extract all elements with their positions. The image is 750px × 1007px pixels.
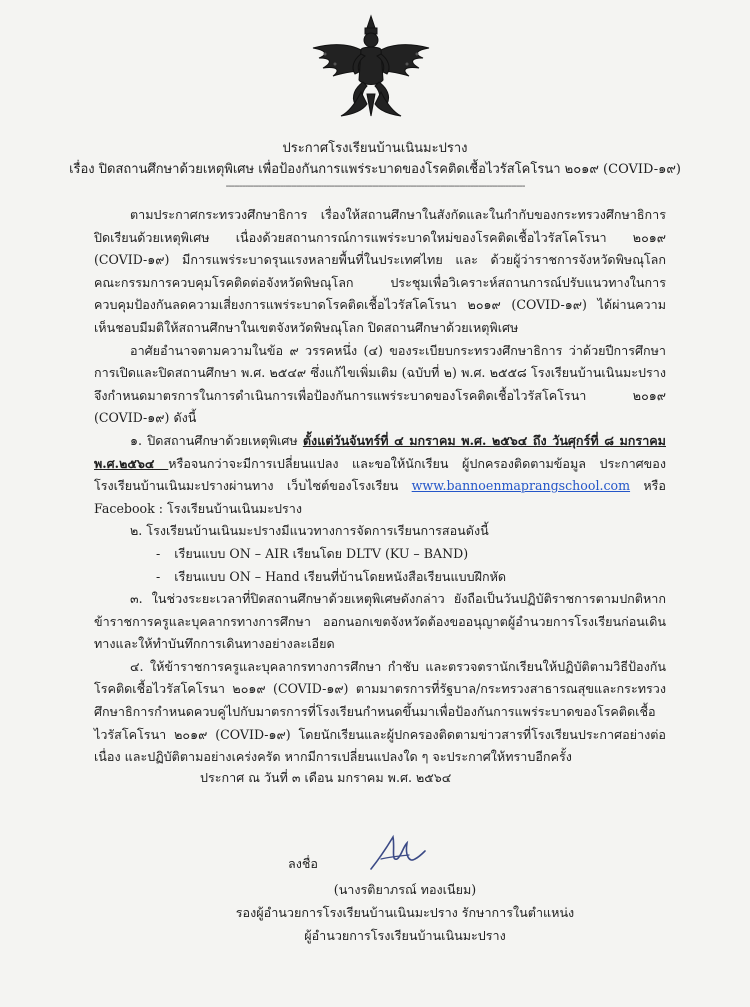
paragraph-1: ตามประกาศกระทรวงศึกษาธิการ เรื่องให้สถานศึกษาในสังกัดและในกำกับของกระทรวงศึกษาธิการปิดเรียนด้วยเหตุพิเศษ เนื่องด้วยสถานการณ์การแพร่ระบาดใหม่ของโรคติดเชื้อไวรัสโคโรนา ๒๐๑๙ (COVID-๑๙) มีการแพร่ระบาดรุนแรงหลายพื้นที่ในประเทศไทย และ ด้วยผู้ว่าราชการจังหวัดพิษณุโลก คณะกรรมการควบคุมโรคติดต่อจังหวัดพิษณุโลก ประชุมเพื่อวิเคราะห์สถานการณ์ปรับแนวทางในการควบคุมป้องกันลดความเสี่ยงการแพร่ระบาดโรคติดเชื้อไวรัสโคโรนา ๒๐๑๙ (COVID-๑๙) ได้ผ่านความเห็นชอบมีมติให้สถานศึกษาในเขตจังหวัดพิษณุโลก ปิดสถานศึกษาด้วยเหตุพิเศษ — [94, 207, 666, 335]
announcement-date: ประกาศ ณ วันที่ ๓ เดือน มกราคม พ.ศ. ๒๕๖๔ — [200, 770, 452, 785]
announcement-body — [94, 204, 666, 769]
bullet-1 — [94, 543, 666, 566]
signer-role-2: ผู้อำนวยการโรงเรียนบ้านเนินมะปราง — [304, 928, 506, 943]
item-1 — [94, 430, 666, 520]
item-1-text: หรือจนกว่าจะมีการเปลี่ยนแปลง และขอให้นักเรียน ผู้ปกครองติดตามข้อมูล ประกาศของโรงเรียนบ้านเนินมะปรางผ่านทาง เว็บไซต์ของโรงเรียน — [94, 455, 666, 494]
item-1-tail: หรือ Facebook : โรงเรียนบ้านเนินมะปราง — [94, 478, 666, 516]
item-1-lead: ๑. ปิดสถานศึกษาด้วยเหตุพิเศษ — [130, 432, 303, 448]
item-3: ๓. ในช่วงระยะเวลาที่ปิดสถานศึกษาด้วยเหตุพิเศษดังกล่าว ยังถือเป็นวันปฏิบัติราชการตามปกติหากข้าราชการครูและบุคลากรทางการศึกษา ออกนอกเขตจังหวัดต้องขออนุญาตผู้อำนวยการโรงเรียนก่อนเดินทางและให้ทำบันทึกการเดินทางอย่างละเอียด — [94, 591, 666, 652]
signature-icon — [367, 829, 427, 875]
school-website-link[interactable]: www.bannoenmaprangschool.com — [411, 478, 631, 494]
item-1-dates: ตั้งแต่วันจันทร์ที่ ๔ มกราคม พ.ศ. ๒๕๖๔ ถึง วันศุกร์ที่ ๘ มกราคม พ.ศ.๒๕๖๔ — [94, 432, 666, 471]
garuda-emblem-icon — [305, 14, 437, 118]
announcement-title: ประกาศโรงเรียนบ้านเนินมะปราง — [282, 141, 468, 156]
separator-line: -------------------------------------------------------------------------------------------------------------- — [225, 179, 525, 192]
signer-role: รองผู้อำนวยการโรงเรียนบ้านเนินมะปราง รักษาการในตำแหน่ง — [235, 905, 575, 920]
signer-name: (นางรติยาภรณ์ ทองเนียม) — [333, 882, 477, 897]
item-4: ๔. ให้ข้าราชการครูและบุคลากรทางการศึกษา กำชับ และตรวจตรานักเรียนให้ปฏิบัติตามวิธีป้องกันโรคติดเชื้อไวรัสโคโรนา ๒๐๑๙ (COVID-๑๙) ตามมาตรการที่รัฐบาล/กระทรวงสาธารณสุขและกระทรวงศึกษาธิการกำหนดควบคู่ไปกับมาตรการที่โรงเรียนกำหนดขึ้นมาเพื่อป้องกันการแพร่ระบาดของโรคติดเชื้อไวรัสโคโรนา ๒๐๑๙ (COVID-๑๙) โดยนักเรียนและผู้ปกครองติดตามข่าวสารที่โรงเรียนประกาศอย่างต่อเนื่อง และปฏิบัติตามอย่างเคร่งครัด หากมีการเปลี่ยนแปลงใด ๆ จะประกาศให้ทราบอีกครั้ง — [94, 658, 666, 765]
paragraph-2: อาศัยอำนาจตามความในข้อ ๙ วรรคหนึ่ง (๔) ของระเบียบกระทรวงศึกษาธิการ ว่าด้วยปีการศึกษาการเปิดและปิดสถานศึกษา พ.ศ. ๒๕๔๙ ซึ่งแก้ไขเพิ่มเติม (ฉบับที่ ๒) พ.ศ. ๒๕๕๘ โรงเรียนบ้านเนินมะปราง จึงกำหนดมาตรการในการดำเนินการเพื่อป้องกันการแพร่ระบาดของโรคติดเชื้อไวรัสโคโรนา ๒๐๑๙ (COVID-๑๙) ดังนี้ — [94, 342, 666, 426]
bullet-1-text: เรียนแบบ ON – AIR เรียนโดย DLTV (KU – BAND) — [174, 545, 469, 561]
item-2: ๒. โรงเรียนบ้านเนินมะปรางมีแนวทางการจัดการเรียนการสอนดังนี้ — [130, 523, 489, 539]
bullet-2 — [94, 566, 666, 589]
bullet-dash: - — [156, 568, 161, 584]
announcement-subject: เรื่อง ปิดสถานศึกษาด้วยเหตุพิเศษ เพื่อป้องกันการแพร่ระบาดของโรคติดเชื้อไวรัสโคโรนา ๒๐๑๙ (COVID-๑๙) — [69, 162, 681, 177]
sign-label: ลงชื่อ — [288, 856, 318, 871]
bullet-dash: - — [156, 545, 161, 561]
bullet-2-text: เรียนแบบ ON – Hand เรียนที่บ้านโดยหนังสือเรียนแบบฝึกหัด — [174, 568, 507, 584]
